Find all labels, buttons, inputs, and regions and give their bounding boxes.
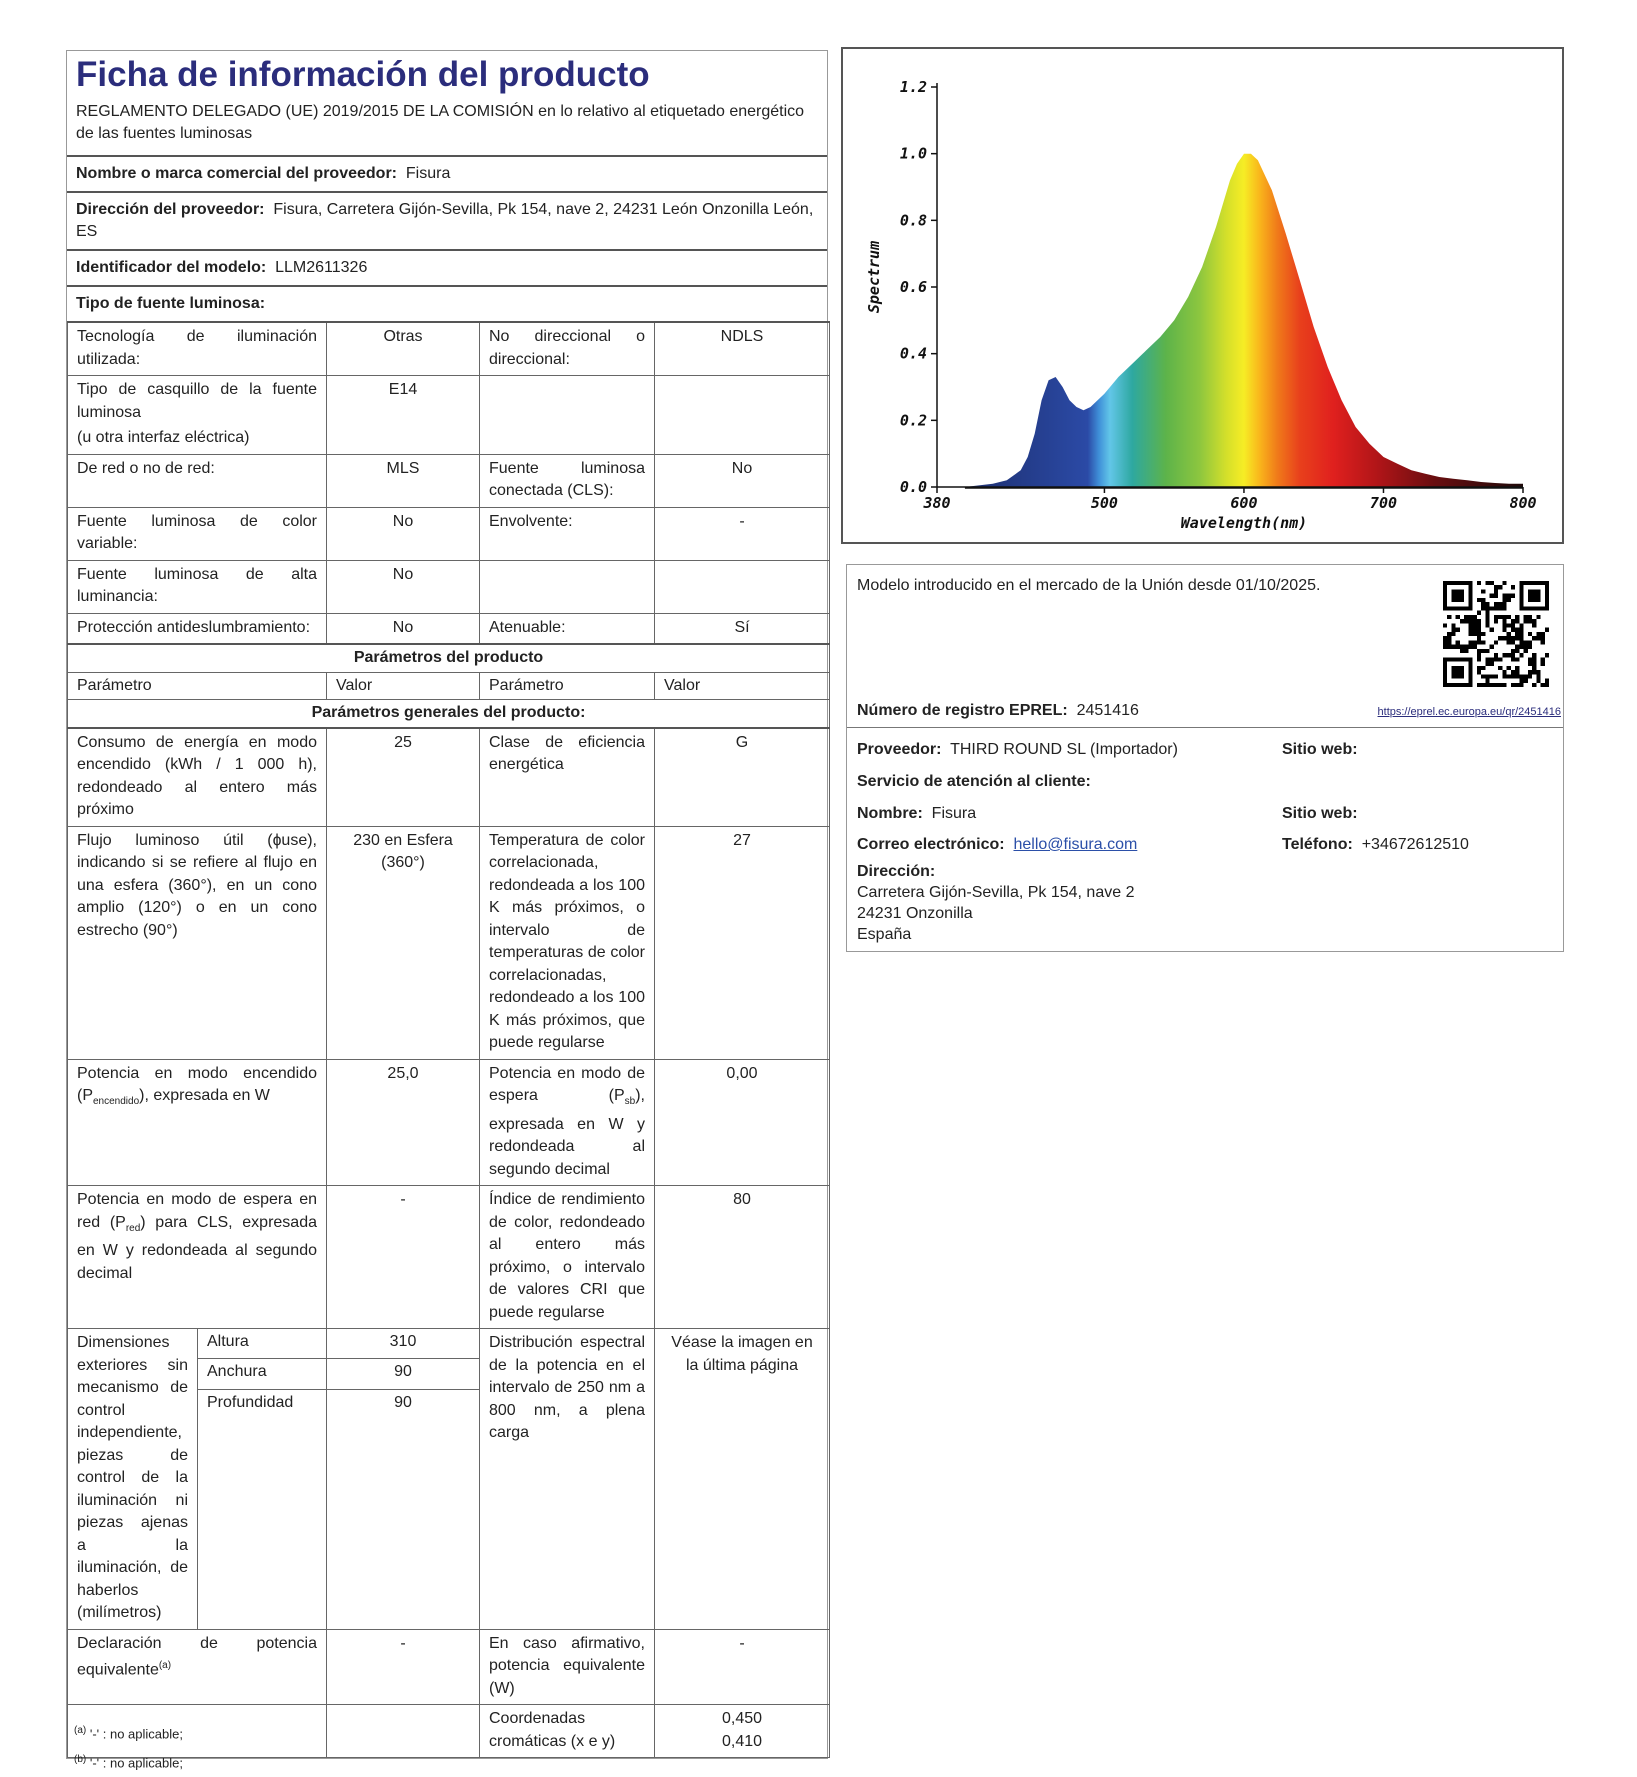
directional-value: NDLS bbox=[655, 322, 830, 376]
color-tunable-value: No bbox=[327, 507, 480, 560]
footnote-b bbox=[74, 1747, 183, 1776]
chromaticity-x: 0,450 bbox=[721, 1710, 763, 1728]
x-tick-label: 800 bbox=[1509, 494, 1537, 512]
qr-code-icon[interactable] bbox=[1443, 581, 1549, 687]
supplier-label: Nombre o marca comercial del proveedor: bbox=[76, 165, 397, 182]
mains-label: De red o no de red: bbox=[68, 454, 327, 507]
table-row bbox=[68, 1329, 830, 1359]
envelope-label: Envolvente: bbox=[480, 507, 655, 560]
networked-label-text: Potencia en modo de espera en red (P bbox=[77, 1191, 317, 1231]
address-value: Fisura, Carretera Gijón-Sevilla, Pk 154, nave 2, 24231 León Onzonilla León, ES bbox=[76, 201, 814, 240]
eprel-value: 2451416 bbox=[1076, 702, 1139, 719]
efficiency-class-label: Clase de eficiencia energética bbox=[480, 728, 655, 827]
table-row bbox=[68, 454, 830, 507]
spectrum-chart-svg bbox=[843, 49, 1562, 542]
y-tick-label: 1.2 bbox=[899, 78, 927, 96]
footnote-ref: (a) bbox=[158, 1660, 172, 1672]
contact-name-label: Nombre: bbox=[857, 805, 923, 822]
table-row bbox=[68, 613, 830, 644]
spectral-distribution-label: Distribución espectral de la potencia en el intervalo de 250 nm a 800 nm, a plena carga bbox=[480, 1329, 655, 1630]
address-line: Carretera Gijón-Sevilla, Pk 154, nave 2 bbox=[857, 884, 1135, 901]
chromaticity-values bbox=[655, 1705, 830, 1758]
customer-service-label: Servicio de atención al cliente: bbox=[857, 773, 1091, 790]
email-field bbox=[857, 836, 1137, 854]
column-header: Parámetro bbox=[68, 672, 327, 700]
table-row bbox=[68, 507, 830, 560]
type-label: Tipo de fuente luminosa: bbox=[76, 295, 266, 312]
table-row bbox=[68, 644, 830, 672]
cct-value: 27 bbox=[655, 826, 830, 1059]
address-line: 24231 Onzonilla bbox=[857, 905, 973, 922]
y-tick-label: 0.6 bbox=[899, 278, 927, 296]
table-row bbox=[68, 728, 830, 827]
color-tunable-label: Fuente luminosa de color variable: bbox=[68, 507, 327, 560]
market-intro-text: Modelo introducido en el mercado de la Unión desde 01/10/2025. bbox=[857, 577, 1321, 594]
website-label-2: Sitio web: bbox=[1282, 805, 1358, 822]
model-value: LLM2611326 bbox=[275, 259, 368, 276]
spectrum-chart bbox=[841, 47, 1564, 544]
equivalent-power-label bbox=[68, 1629, 327, 1705]
chromaticity-label: Coordenadas cromáticas (x e y) bbox=[480, 1705, 655, 1758]
equivalent-power-value: - bbox=[327, 1629, 480, 1705]
supplier-row bbox=[67, 155, 827, 191]
networked-label-tail: ) para CLS, expresada en W y redondeada al segundo decimal bbox=[77, 1213, 317, 1282]
networked-standby-value: - bbox=[327, 1186, 480, 1329]
type-row bbox=[67, 285, 827, 321]
width-label: Anchura bbox=[198, 1359, 327, 1389]
eprel-info-box bbox=[846, 564, 1564, 952]
width-value: 90 bbox=[327, 1359, 480, 1389]
table-row bbox=[68, 1186, 830, 1329]
eprel-label: Número de registro EPREL: bbox=[857, 702, 1068, 719]
phone-field bbox=[1282, 836, 1469, 854]
eprel-link[interactable]: https://eprel.ec.europa.eu/qr/2451416 bbox=[1377, 706, 1561, 718]
customer-service-heading bbox=[857, 773, 1091, 791]
high-luminance-label: Fuente luminosa de alta luminancia: bbox=[68, 560, 327, 613]
footnote-a-text: '-' : no aplicable; bbox=[89, 1726, 183, 1742]
cap-label-note: (u otra interfaz eléctrica) bbox=[77, 429, 250, 446]
luminous-flux-value: 230 en Esfera (360°) bbox=[327, 826, 480, 1059]
chromaticity-y: 0,410 bbox=[721, 1732, 763, 1750]
page-title: Ficha de información del producto bbox=[76, 55, 650, 94]
x-tick-label: 700 bbox=[1369, 494, 1398, 512]
cct-label: Temperatura de color correlacionada, redondeada a los 100 K más próximos, o intervalo de temperaturas de color correlacionadas, redondeado a los 100 K más próximos, que puede regularse bbox=[480, 826, 655, 1059]
anti-glare-label: Protección antideslumbramiento: bbox=[68, 613, 327, 644]
table-row bbox=[68, 1059, 830, 1186]
on-power-label bbox=[68, 1059, 327, 1186]
standby-power-label bbox=[480, 1059, 655, 1186]
address-label: Dirección del proveedor: bbox=[76, 201, 265, 218]
tech-label: Tecnología de iluminación utilizada: bbox=[68, 322, 327, 376]
anti-glare-value: No bbox=[327, 613, 480, 644]
on-power-label-text: Potencia en modo encendido (P bbox=[77, 1064, 317, 1104]
address-block bbox=[857, 861, 1134, 945]
model-row bbox=[67, 249, 827, 285]
y-tick-label: 0.2 bbox=[899, 411, 927, 430]
general-params-header: Parámetros generales del producto: bbox=[68, 700, 830, 728]
supplier-value: THIRD ROUND SL (Importador) bbox=[950, 741, 1178, 758]
empty-cell bbox=[655, 376, 830, 455]
website-field-2 bbox=[1282, 805, 1358, 823]
networked-subscript: red bbox=[125, 1222, 141, 1234]
table-row bbox=[68, 322, 830, 376]
empty-cell bbox=[655, 560, 830, 613]
depth-label: Profundidad bbox=[198, 1389, 327, 1629]
dimensions-label: Dimensiones exteriores sin mecanismo de control independiente, piezas de control de la iluminación ni piezas ajenas a la iluminación, de haberlos (milímetros) bbox=[68, 1329, 198, 1630]
footnotes bbox=[74, 1718, 183, 1777]
efficiency-class-value: G bbox=[655, 728, 830, 827]
eprel-header bbox=[847, 565, 1563, 727]
networked-standby-label bbox=[68, 1186, 327, 1329]
directional-label: No direccional o direccional: bbox=[480, 322, 655, 376]
x-tick-label: 380 bbox=[923, 494, 951, 512]
standby-power-value: 0,00 bbox=[655, 1059, 830, 1186]
y-axis-label: Spectrum bbox=[865, 240, 883, 314]
equivalent-power-text: Declaración de potencia equivalente bbox=[77, 1634, 317, 1679]
spectrum-area bbox=[965, 154, 1523, 487]
cls-label: Fuente luminosa conectada (CLS): bbox=[480, 454, 655, 507]
dimmable-value: Sí bbox=[655, 613, 830, 644]
divider bbox=[847, 727, 1563, 728]
cap-label-cell bbox=[68, 376, 327, 455]
standby-subscript: sb bbox=[624, 1096, 636, 1108]
empty-cell bbox=[480, 376, 655, 455]
column-header: Parámetro bbox=[480, 672, 655, 700]
table-row bbox=[68, 560, 830, 613]
supplier-value: Fisura bbox=[405, 165, 451, 182]
address-line: España bbox=[857, 926, 912, 943]
on-power-label-tail: ), expresada en W bbox=[139, 1087, 270, 1104]
cri-label: Índice de rendimiento de color, redondeado al entero más próximo, o intervalo de valores CRI que puede regularse bbox=[480, 1186, 655, 1329]
height-label: Altura bbox=[198, 1329, 327, 1359]
tech-value: Otras bbox=[327, 322, 480, 376]
on-power-value: 25,0 bbox=[327, 1059, 480, 1186]
luminous-flux-label: Flujo luminoso útil (ɸuse), indicando si se refiere al flujo en una esfera (360°), en un cono amplio (120°) o en un cono estrecho (90°) bbox=[68, 826, 327, 1059]
cls-value: No bbox=[655, 454, 830, 507]
product-params-header: Parámetros del producto bbox=[68, 644, 830, 672]
address-row bbox=[67, 191, 827, 249]
x-tick-label: 500 bbox=[1090, 494, 1118, 512]
eprel-registration bbox=[857, 702, 1139, 720]
dimmable-label: Atenuable: bbox=[480, 613, 655, 644]
regulation-subtitle: REGLAMENTO DELEGADO (UE) 2019/2015 DE LA COMISIÓN en lo relativo al etiquetado energético de las fuentes luminosas bbox=[76, 103, 805, 142]
depth-value: 90 bbox=[327, 1389, 480, 1629]
footnote-a-marker: (a) bbox=[74, 1725, 87, 1736]
phone-value: +34672612510 bbox=[1361, 836, 1469, 853]
height-value: 310 bbox=[327, 1329, 480, 1359]
energy-consumption-value: 25 bbox=[327, 728, 480, 827]
contact-name-field bbox=[857, 805, 976, 823]
envelope-value: - bbox=[655, 507, 830, 560]
standby-label-text: Potencia en modo de espera (P bbox=[489, 1064, 645, 1104]
on-power-subscript: encendido bbox=[93, 1096, 140, 1108]
website-label: Sitio web: bbox=[1282, 741, 1358, 758]
table-row bbox=[68, 672, 830, 700]
footnote-a bbox=[74, 1718, 183, 1747]
model-label: Identificador del modelo: bbox=[76, 259, 267, 276]
cap-value: E14 bbox=[327, 376, 480, 455]
supplier-label: Proveedor: bbox=[857, 741, 942, 758]
cap-label: Tipo de casquillo de la fuente luminosa bbox=[77, 381, 317, 421]
table-row bbox=[68, 376, 830, 455]
website-field bbox=[1282, 741, 1358, 759]
footnote-b-text: '-' : no aplicable; bbox=[89, 1755, 183, 1771]
x-axis-label: Wavelength(nm) bbox=[1180, 514, 1308, 532]
address-label: Dirección: bbox=[857, 863, 936, 880]
cri-value: 80 bbox=[655, 1186, 830, 1329]
equivalent-watts-label: En caso afirmativo, potencia equivalente (W) bbox=[480, 1629, 655, 1705]
standby-label-tail: ), expresada en W y redondeada al segundo decimal bbox=[489, 1087, 645, 1178]
footnote-b-marker: (b) bbox=[74, 1754, 87, 1766]
y-tick-label: 1.0 bbox=[899, 144, 927, 163]
equivalent-watts-value: - bbox=[655, 1629, 830, 1705]
column-header: Valor bbox=[655, 672, 830, 700]
high-luminance-value: No bbox=[327, 560, 480, 613]
y-tick-label: 0.8 bbox=[899, 211, 927, 230]
table-row bbox=[68, 1629, 830, 1705]
product-info-sheet bbox=[66, 50, 828, 1759]
empty-cell bbox=[480, 560, 655, 613]
y-tick-label: 0.0 bbox=[899, 478, 927, 496]
supplier-field bbox=[857, 741, 1178, 759]
energy-consumption-label: Consumo de energía en modo encendido (kWh / 1 000 h), redondeado al entero más próximo bbox=[68, 728, 327, 827]
email-link[interactable]: hello@fisura.com bbox=[1013, 836, 1138, 853]
y-tick-label: 0.4 bbox=[899, 344, 927, 363]
product-table bbox=[67, 321, 830, 1758]
x-tick-label: 600 bbox=[1230, 494, 1258, 512]
table-row bbox=[68, 826, 830, 1059]
table-row bbox=[68, 700, 830, 728]
contact-name-value: Fisura bbox=[931, 805, 977, 822]
mains-value: MLS bbox=[327, 454, 480, 507]
email-label: Correo electrónico: bbox=[857, 836, 1005, 853]
empty-cell bbox=[327, 1705, 480, 1758]
phone-label: Teléfono: bbox=[1282, 836, 1353, 853]
column-header: Valor bbox=[327, 672, 480, 700]
spectral-distribution-value: Véase la imagen en la última página bbox=[655, 1329, 830, 1630]
